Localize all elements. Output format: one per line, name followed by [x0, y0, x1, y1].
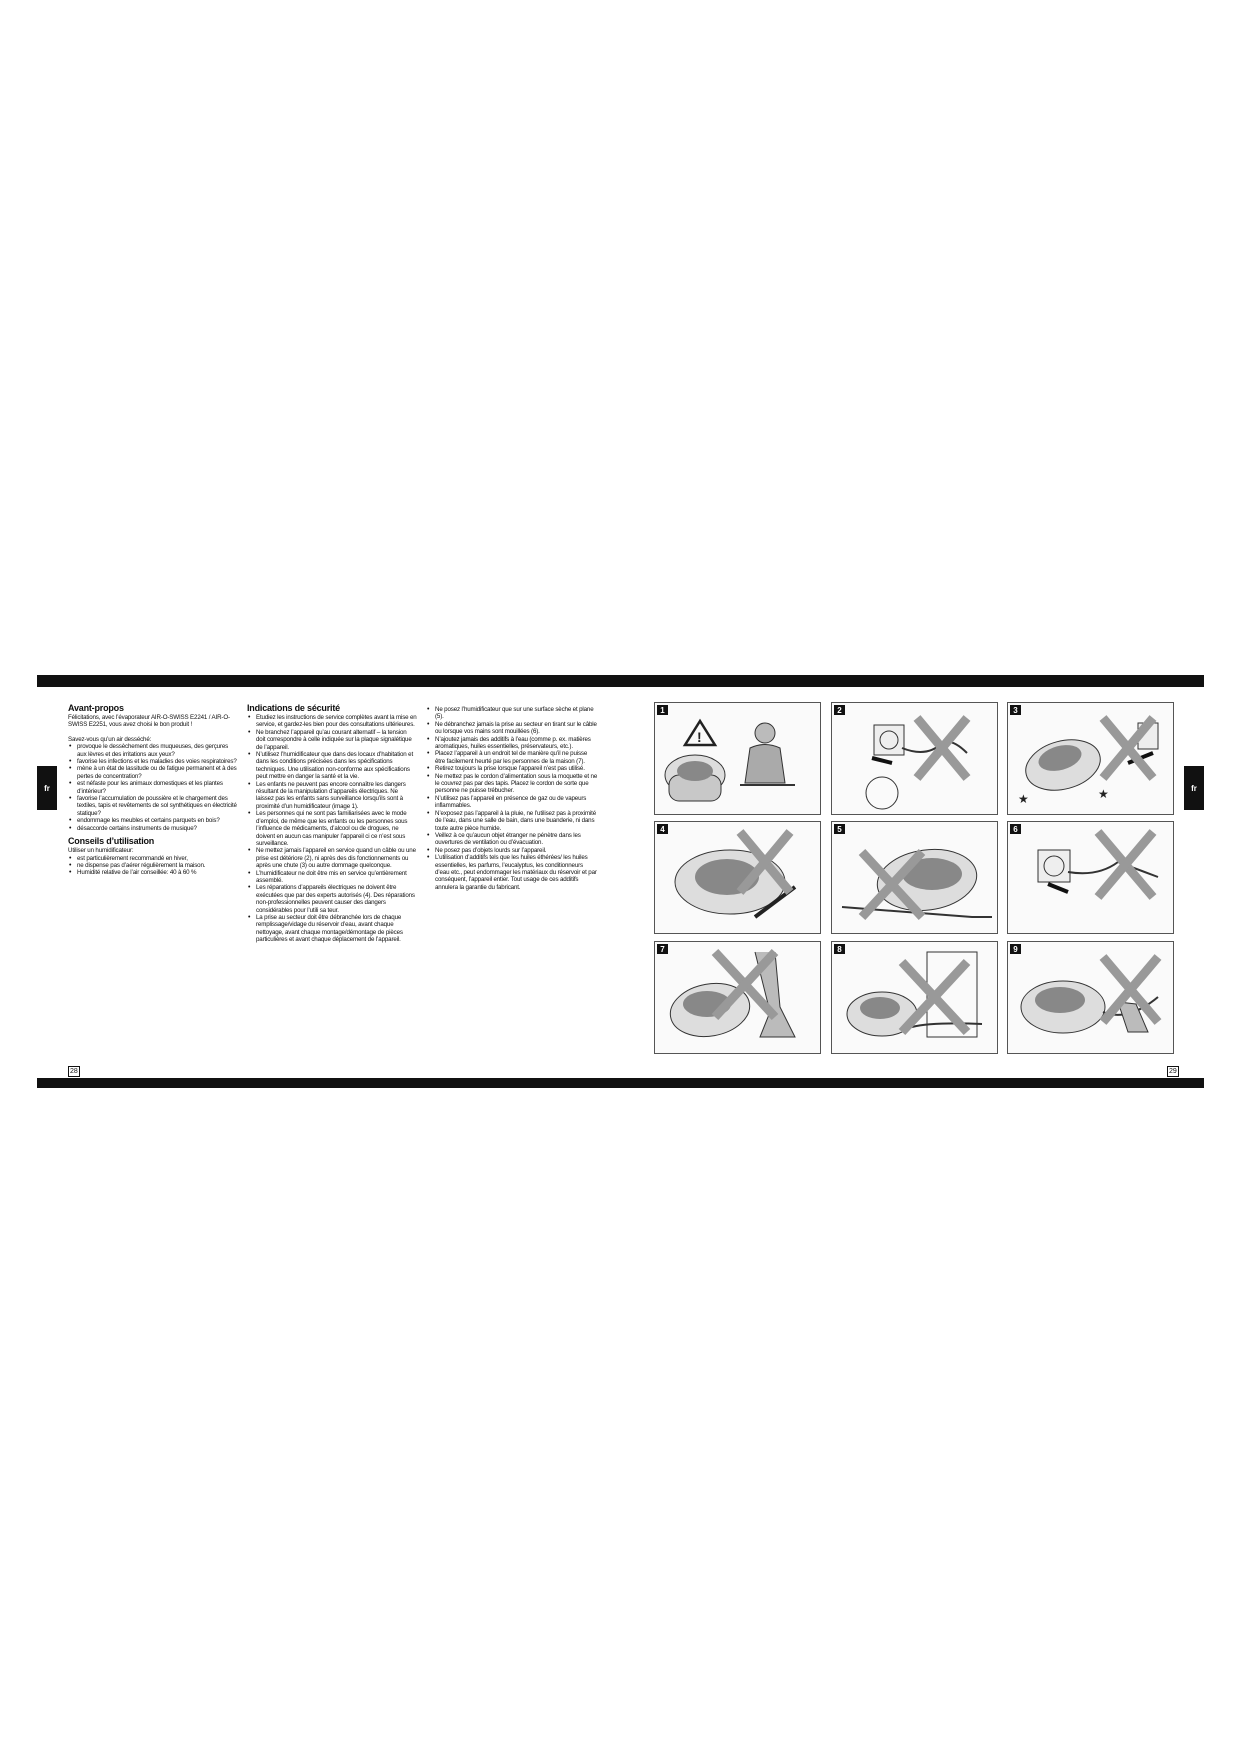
section-title-safety: Indications de sécurité	[247, 703, 340, 713]
humidifier-grille	[860, 997, 900, 1019]
column-safety-continued	[426, 706, 598, 891]
page-number-right: 29	[1169, 1068, 1177, 1075]
figure-number: 4	[657, 824, 668, 834]
list-item: • ne dispense pas d’aérer régulièrement la maison.	[68, 862, 238, 869]
list-item: • Ne branchez l’appareil qu’au courant alternatif – la tension doit correspondre à celle indiquée sur la plaque signalétique de l’appareil.	[247, 729, 417, 751]
wall-socket	[1038, 850, 1070, 882]
page-number-left: 28	[70, 1068, 78, 1075]
list-item: • est néfaste pour les animaux domestiques et les plantes d’intérieur?	[68, 780, 238, 795]
impact-star-icon: ★	[1018, 792, 1029, 806]
list-item: • favorise l’accumulation de poussière et le chargement des textiles, tapis et revêtements de sol synthétiques en électricité statique?	[68, 795, 238, 817]
figure-number: 1	[657, 705, 668, 715]
magnifier-icon	[866, 777, 898, 809]
person-bumping-illustration	[655, 942, 820, 1053]
list-item: • Les réparations d’appareils électriques ne doivent être exécutées que par des experts autorisés (4). Des réparations non-professionnelles peuvent causer des dangers considérables pour l’utili sa teur.	[247, 884, 417, 914]
language-tab-left: fr	[37, 766, 57, 810]
child-head	[755, 723, 775, 743]
figure-panel-5	[831, 821, 998, 934]
list-item: • La prise au secteur doit être débranchée lors de chaque remplissage/vidage du réservoir d’eau, avant chaque nettoyage, avant chaque montage/démontage de pièces particulières et avant chaque déplacement de l’appareil.	[247, 914, 417, 944]
child-body	[745, 745, 785, 784]
figure-panel-7	[654, 941, 821, 1054]
usage-tips-intro: Utiliser un humidificateur:	[68, 847, 134, 855]
section-title-usage-tips: Conseils d’utilisation	[68, 836, 155, 847]
wall-socket	[874, 725, 904, 755]
humidifier-grille	[677, 761, 713, 781]
figure-panel-8	[831, 941, 998, 1054]
figure-number: 5	[834, 824, 845, 834]
list-item: • L’humidificateur ne doit être mis en service qu’entièrement assemblé.	[247, 870, 417, 885]
figure-panel-2	[831, 702, 998, 815]
list-item: • Ne posez l’humidificateur que sur une surface sèche et plane (5).	[426, 706, 598, 721]
fallen-device-illustration	[1008, 703, 1173, 814]
cable-under-door-illustration	[832, 942, 997, 1053]
damaged-cable-illustration	[832, 703, 997, 814]
foreword-list	[68, 743, 238, 832]
list-item: • Placez l’appareil à un endroit tel de manière qu’il ne puisse être facilement heurté par les personnes de la maison (7).	[426, 750, 598, 765]
list-item: • N’utilisez l’humidificateur que dans des locaux d’habitation et dans les conditions précisées dans les spécifications techniques. Une utilisation non-conforme aux spécifications peut mettre en danger la santé et la vie.	[247, 751, 417, 781]
figure-number: 3	[1010, 705, 1021, 715]
language-tab-right: fr	[1184, 766, 1204, 810]
arrow-icon	[1048, 884, 1068, 892]
figure-panel-3	[1007, 702, 1174, 815]
bottom-black-bar	[37, 1078, 1204, 1088]
pull-cable-illustration	[1008, 822, 1173, 933]
list-item: • Les enfants ne peuvent pas encore connaître les dangers résultant de la manipulation d’appareils électriques. Ne laissez pas les enfants sans surveillance lorsqu’ils sont à proximité d’un humidificateur (image 1).	[247, 781, 417, 811]
list-item: • désaccorde certains instruments de musique?	[68, 825, 238, 832]
list-item: • N’exposez pas l’appareil à la pluie, ne l’utilisez pas à proximité de l’eau, dans une salle de bain, dans une buanderie, ni dans toute autre pièce humide.	[426, 810, 598, 832]
safety-list	[247, 714, 417, 944]
list-item: • N’utilisez pas l’appareil en présence de gaz ou de vapeurs inflammables.	[426, 795, 598, 810]
figure-number: 7	[657, 944, 668, 954]
list-item: • L’utilisation d’additifs tels que les huiles éthérées/ les huiles essentielles, les parfums, l’eucalyptus, les conditionneurs d’eau etc., peut endommager les matériaux du réservoir et par conséquent, l’appareil entier. Tout usage de ces additifs annulera la garantie du fabricant.	[426, 854, 598, 891]
list-item: • est particulièrement recommandé en hiver,	[68, 855, 238, 862]
list-item: • Veillez à ce qu’aucun objet étranger ne pénètre dans les ouvertures de ventilation ou d’évacuation.	[426, 832, 598, 847]
list-item: • Ne mettez jamais l’appareil en service quand un câble ou une prise est détériore (2), ni après des dis fonctionnements ou après une chute (3) ou autre dommage quelconque.	[247, 847, 417, 869]
foreword-question: Savez-vous qu’un air desséché:	[68, 735, 152, 743]
foreword-intro: Félicitations, avec l’évaporateur AIR-O-SWISS E2241 / AIR-O-SWISS E2251, vous avez choisi le bon produit !	[68, 714, 230, 729]
figure-panel-6	[1007, 821, 1174, 934]
list-item: • provoque le dessèchement des muqueuses, des gerçures aux lèvres et des irritations aux yeux?	[68, 743, 238, 758]
list-item: • mène à un état de lassitude ou de fatigue permanent et à des pertes de concentration?	[68, 765, 238, 780]
list-item: • endommage les meubles et certains parquets en bois?	[68, 817, 238, 824]
figure-number: 2	[834, 705, 845, 715]
list-item: • Ne débranchez jamais la prise au secteur en tirant sur le câble ou lorsque vos mains sont mouillées (6).	[426, 721, 598, 736]
list-item: • Les personnes qui ne sont pas familiarisées avec le mode d’emploi, de même que les enfants ou les personnes sous l’influence de médicaments, d’alcool ou de drogues, ne doivent en aucun cas manipuler l’appareil ci ce n’est sous surveillance.	[247, 810, 417, 847]
exclamation-icon: !	[697, 729, 702, 745]
usage-tips-list	[68, 855, 238, 877]
list-item: • Ne mettez pas le cordon d’alimentation sous la moquette et ne le couvrez pas par des tapis. Placez le cordon de sorte que personne ne puisse trébucher.	[426, 773, 598, 795]
impact-star-icon: ★	[1098, 787, 1109, 801]
list-item: • Ne posez pas d’objets lourds sur l’appareil.	[426, 847, 598, 854]
figure-panel-1	[654, 702, 821, 815]
figure-panel-4	[654, 821, 821, 934]
humidifier-grille	[1035, 987, 1085, 1013]
column-foreword	[68, 703, 238, 877]
figure-panel-9	[1007, 941, 1174, 1054]
list-item: • Retirez toujours la prise lorsque l’appareil n’est pas utilisé.	[426, 765, 598, 772]
safety-list-continued	[426, 706, 598, 891]
figure-number: 9	[1010, 944, 1021, 954]
figure-number: 6	[1010, 824, 1021, 834]
list-item: • favorise les infections et les maladies des voies respiratoires?	[68, 758, 238, 765]
uneven-surface-illustration	[832, 822, 997, 933]
tripping-cable-illustration	[1008, 942, 1173, 1053]
arrow-icon	[872, 758, 892, 763]
screwdriver-repair-illustration	[655, 822, 820, 933]
column-safety	[247, 703, 417, 944]
cable	[912, 1023, 982, 1027]
list-item: • N’ajoutez jamais des additifs à l’eau (comme p. ex. matières aromatiques, huiles essentielles, préservateurs, etc.).	[426, 736, 598, 751]
child-warning-illustration	[655, 703, 820, 814]
list-item: • Etudiez les instructions de service complètes avant la mise en service, et gardez-les bien pour des consultations ultérieures.	[247, 714, 417, 729]
section-title-foreword: Avant-propos	[68, 703, 124, 713]
figure-number: 8	[834, 944, 845, 954]
list-item: • Humidité relative de l’air conseillée: 40 à 60 %	[68, 869, 238, 876]
top-black-bar	[37, 675, 1204, 687]
